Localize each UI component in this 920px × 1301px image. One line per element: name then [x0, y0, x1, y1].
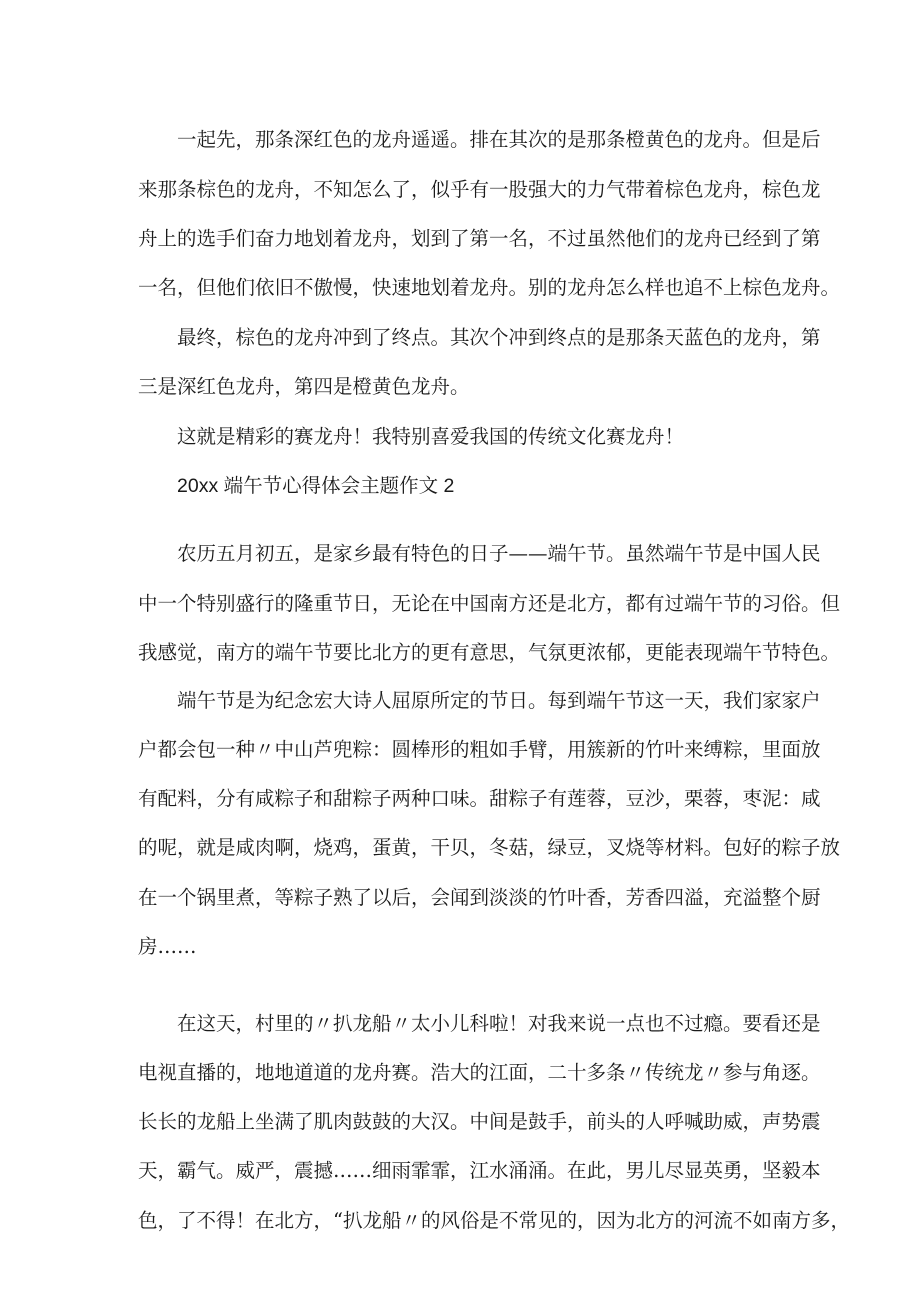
paragraph-line: 电视直播的，地地道道的龙舟赛。浩大的江面，二十多条〃传统龙〃参与角逐。: [138, 1061, 821, 1084]
paragraph-line: 在这天，村里的〃扒龙船〃太小儿科啦！对我来说一点也不过瘾。要看还是: [177, 1012, 821, 1035]
paragraph-line: 色，了不得！在北方，“扒龙船〃的风俗是不常见的，因为北方的河流不如南方多，: [138, 1209, 850, 1232]
paragraph-line: 来那条棕色的龙舟，不知怎么了，似乎有一股强大的力气带着棕色龙舟，棕色龙: [138, 178, 821, 201]
paragraph-line: 户都会包一种〃中山芦兜粽：圆棒形的粗如手臂，用簇新的竹叶来缚粽，里面放: [138, 738, 821, 761]
paragraph-line: 我感觉，南方的端午节要比北方的更有意思，气氛更浓郁，更能表现端午节特色。: [138, 641, 841, 664]
paragraph-line: 天，霸气。威严，震撼……细雨霏霏，江水涌涌。在此，男儿尽显英勇，坚毅本: [138, 1159, 821, 1182]
paragraph-line: 有配料，分有咸粽子和甜粽子两种口味。甜粽子有莲蓉，豆沙，栗蓉，枣泥：咸: [138, 787, 821, 810]
paragraph-line: 最终，棕色的龙舟冲到了终点。其次个冲到终点的是那条天蓝色的龙舟，第: [177, 326, 821, 349]
paragraph-line: 房……: [138, 935, 197, 958]
paragraph-line: 三是深红色龙舟，第四是橙黄色龙舟。: [138, 375, 470, 398]
paragraph-line: 端午节是为纪念宏大诗人屈原所定的节日。每到端午节这一天，我们家家户: [177, 689, 821, 712]
paragraph-line: 中一个特别盛行的隆重节日，无论在中国南方还是北方，都有过端午节的习俗。但: [138, 592, 841, 615]
paragraph-line: 舟上的选手们奋力地划着龙舟，划到了第一名，不过虽然他们的龙舟已经到了第: [138, 227, 821, 250]
section-heading: 20xx 端午节心得体会主题作文 2: [177, 475, 455, 497]
paragraph-line: 长长的龙船上坐满了肌肉鼓鼓的大汉。中间是鼓手，前头的人呼喊助威，声势震: [138, 1110, 821, 1133]
paragraph-line: 的呢，就是咸肉啊，烧鸡，蛋黄，干贝，冬菇，绿豆，叉烧等材料。包好的粽子放: [138, 836, 841, 859]
paragraph-line: 一起先，那条深红色的龙舟遥遥。排在其次的是那条橙黄色的龙舟。但是后: [177, 128, 821, 151]
paragraph-line: 在一个锅里煮，等粽子熟了以后，会闻到淡淡的竹叶香，芳香四溢，充溢整个厨: [138, 886, 821, 909]
paragraph-line: 这就是精彩的赛龙舟！我特别喜爱我国的传统文化赛龙舟！: [177, 425, 685, 448]
paragraph-line: 农历五月初五，是家乡最有特色的日子——端午节。虽然端午节是中国人民: [177, 542, 821, 565]
paragraph-line: 一名，但他们依旧不傲慢，快速地划着龙舟。别的龙舟怎么样也追不上棕色龙舟。: [138, 276, 841, 299]
